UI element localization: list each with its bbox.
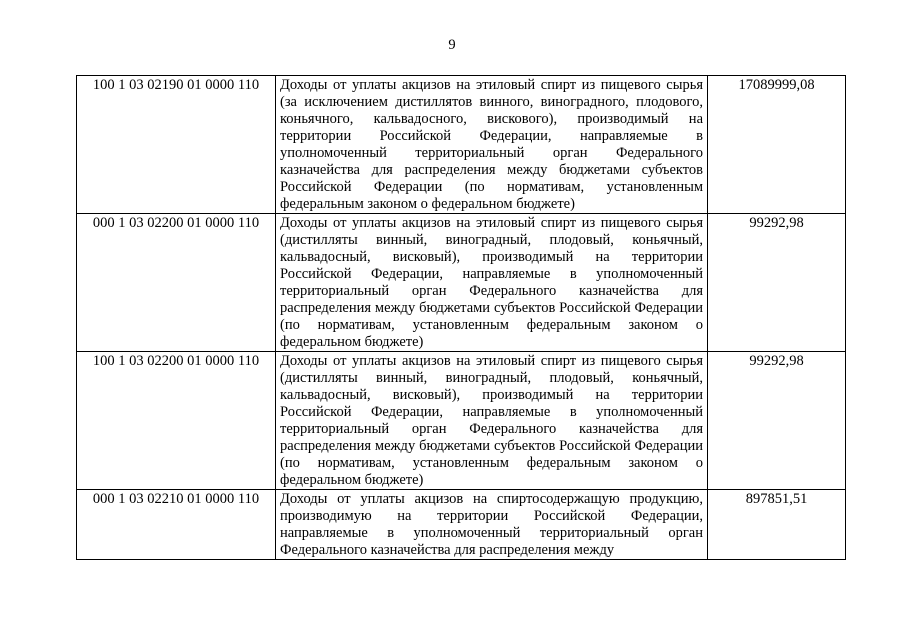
revenue-amount: 99292,98	[708, 214, 846, 352]
budget-classification-code: 100 1 03 02190 01 0000 110	[77, 76, 276, 214]
revenue-amount: 897851,51	[708, 490, 846, 560]
table-row	[77, 76, 846, 214]
table-row	[77, 352, 846, 490]
budget-revenue-table	[76, 75, 846, 560]
revenue-description: Доходы от уплаты акцизов на спиртосодержащую продукцию, производимую на территории Российской Федерации, направляемые в уполномоченный территориальный орган Федерального казначейства для распределения между	[276, 490, 708, 560]
page-number: 9	[448, 37, 456, 53]
table-row	[77, 214, 846, 352]
revenue-amount: 99292,98	[708, 352, 846, 490]
budget-classification-code: 000 1 03 02210 01 0000 110	[77, 490, 276, 560]
revenue-amount: 17089999,08	[708, 76, 846, 214]
revenue-description: Доходы от уплаты акцизов на этиловый спирт из пищевого сырья (за исключением дистиллятов винного, виноградного, плодового, коньячного, кальвадосного, вискового), производимый на территории Российской Федерации, направляемые в уполномоченный территориальный орган Федерального казначейства для распределения между бюджетами субъектов Российской Федерации (по нормативам, установленным федеральным законом о федеральном бюджете)	[276, 76, 708, 214]
budget-classification-code: 100 1 03 02200 01 0000 110	[77, 352, 276, 490]
table-row	[77, 490, 846, 560]
revenue-description: Доходы от уплаты акцизов на этиловый спирт из пищевого сырья (дистилляты винный, виноградный, плодовый, коньячный, кальвадосный, висковый), производимый на территории Российской Федерации, направляемые в уполномоченный территориальный орган Федерального казначейства для распределения между бюджетами субъектов Российской Федерации (по нормативам, установленным федеральным законом о федеральном бюджете)	[276, 214, 708, 352]
revenue-description: Доходы от уплаты акцизов на этиловый спирт из пищевого сырья (дистилляты винный, виноградный, плодовый, коньячный, кальвадосный, висковый), производимый на территории Российской Федерации, направляемые в уполномоченный территориальный орган Федерального казначейства для распределения между бюджетами субъектов Российской Федерации (по нормативам, установленным федеральным законом о федеральном бюджете)	[276, 352, 708, 490]
budget-classification-code: 000 1 03 02200 01 0000 110	[77, 214, 276, 352]
